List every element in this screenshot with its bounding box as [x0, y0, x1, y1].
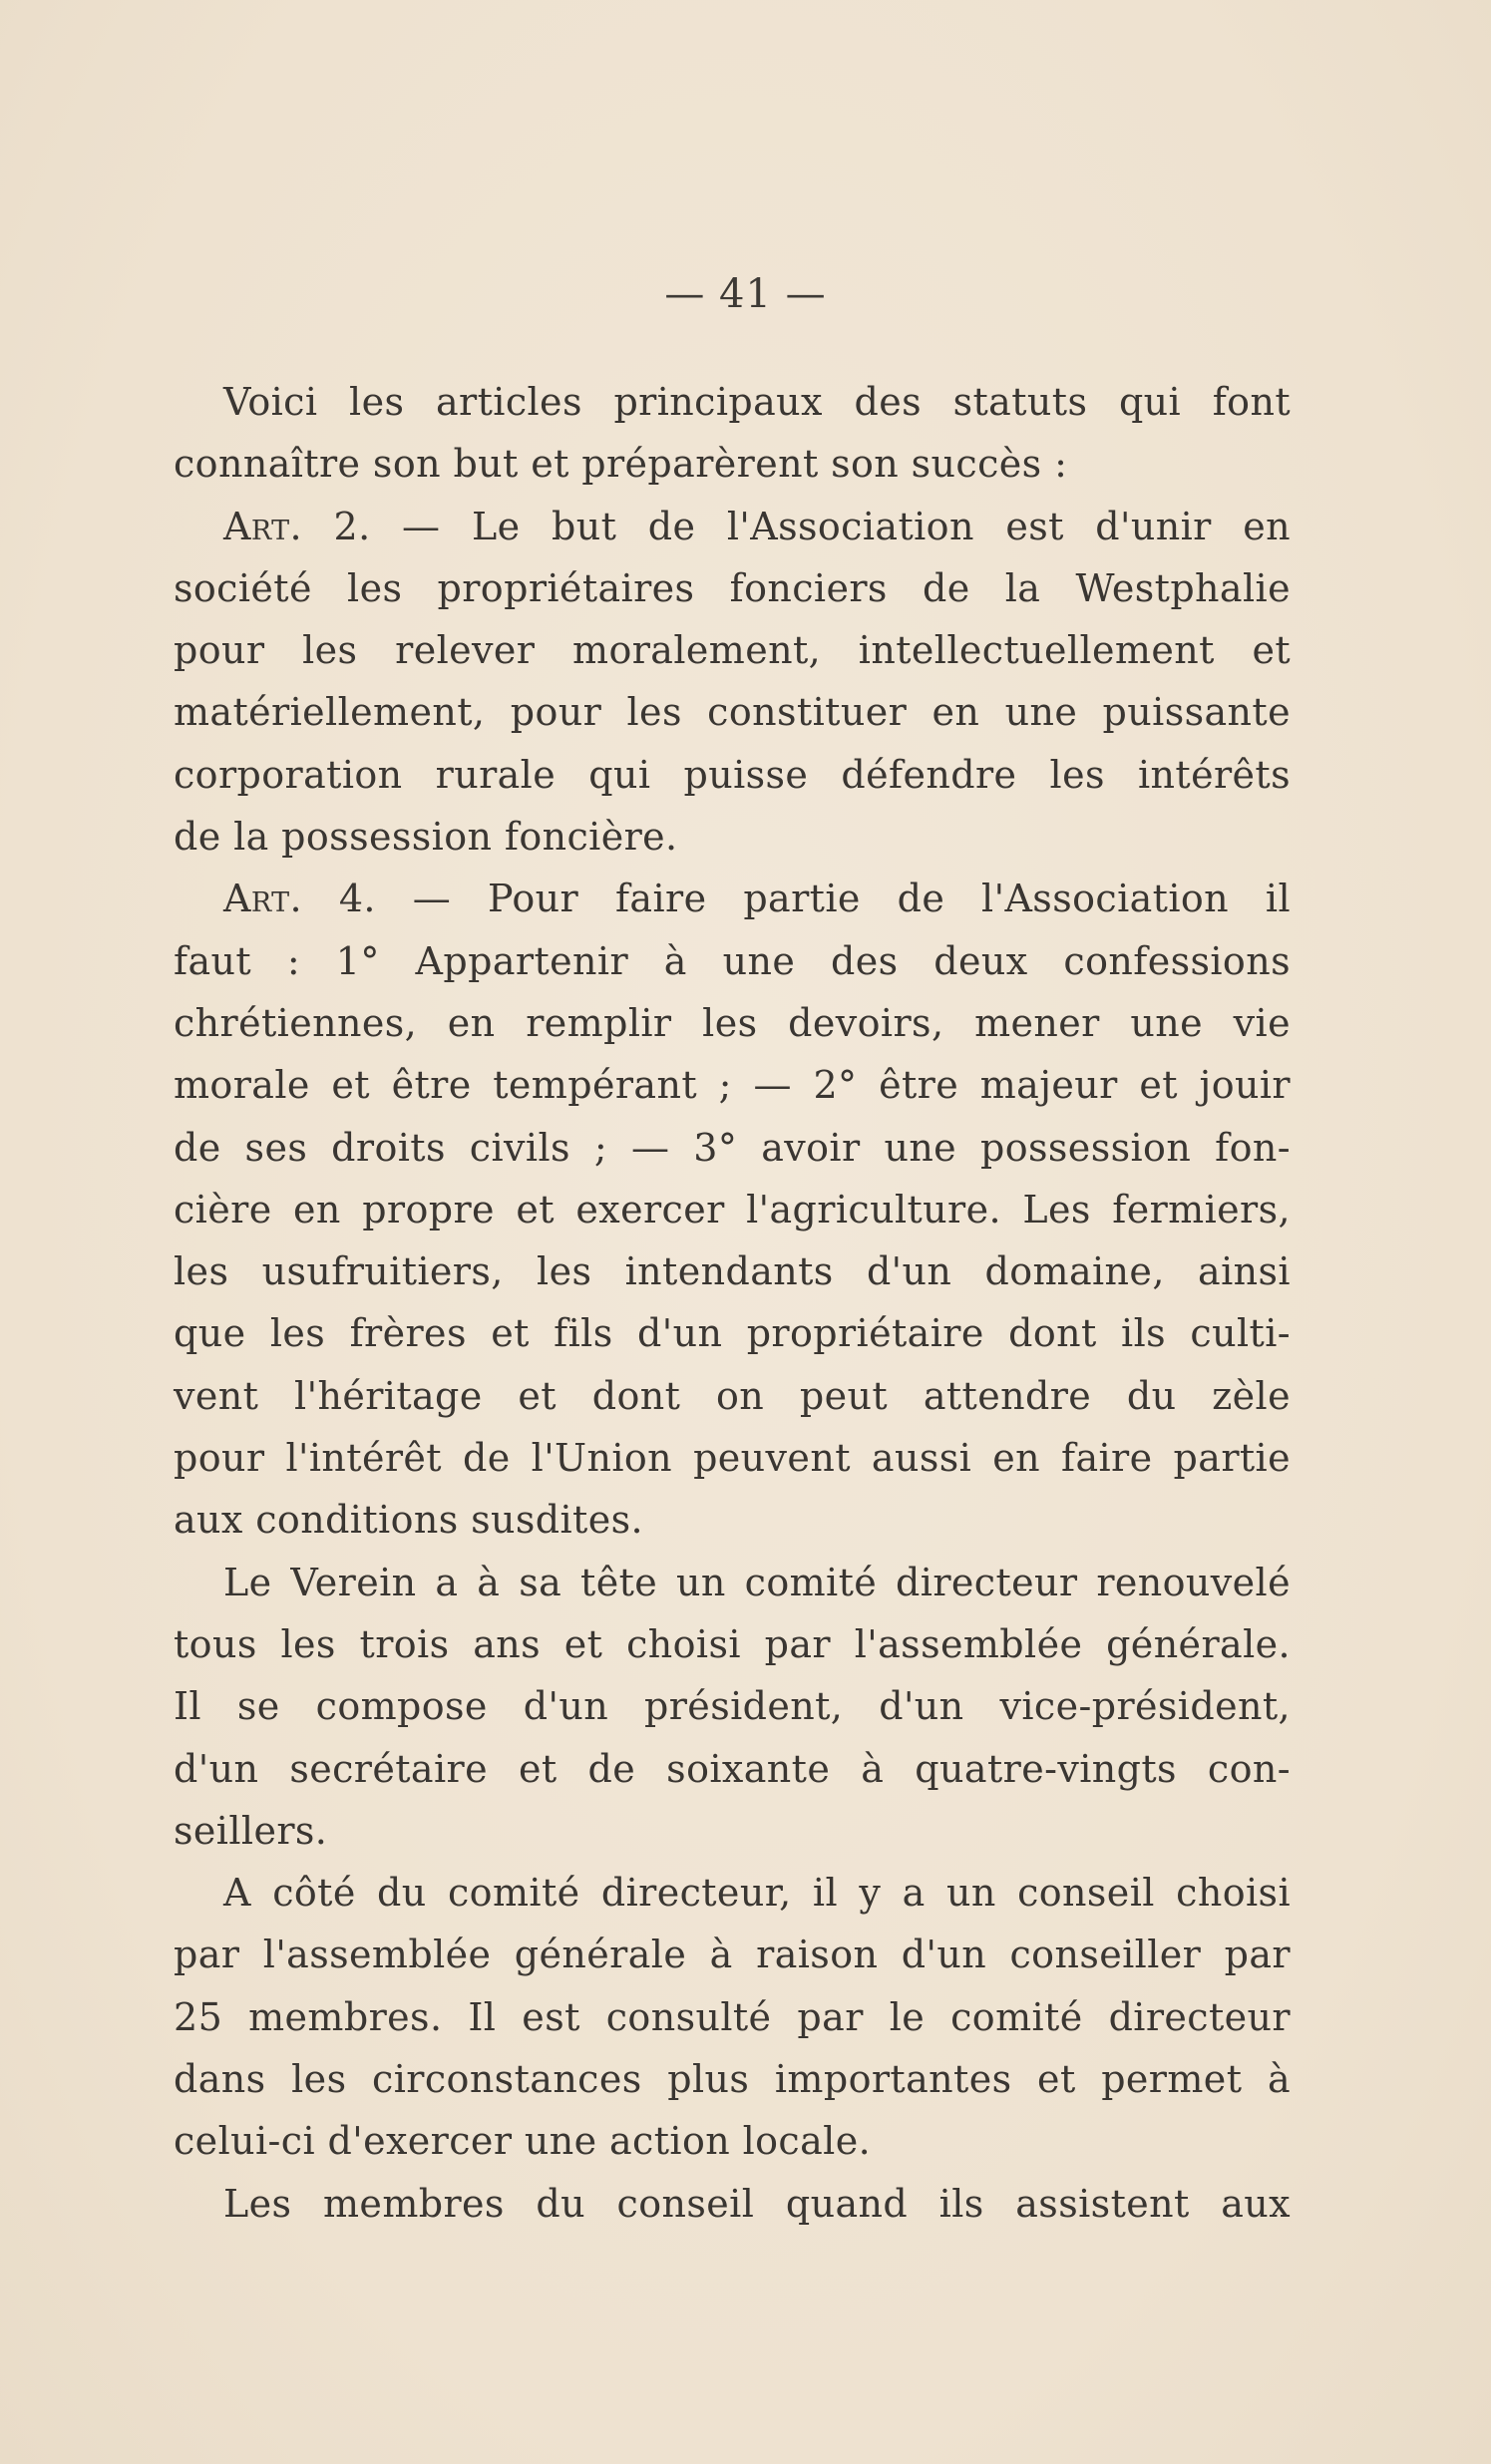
text-line: pour l'intérêt de l'Union peuvent aussi en faire partie — [174, 1436, 1291, 1481]
text-line: de ses droits civils ; — 3° avoir une possession fon- — [174, 1125, 1291, 1170]
article-text: . 4. — Pour faire partie de l'Association il — [289, 877, 1291, 921]
text-line: tous les trois ans et choisi par l'assemblée générale. — [174, 1621, 1291, 1666]
text-line: chrétiennes, en remplir les devoirs, mener une vie — [174, 1000, 1291, 1045]
text-line: les usufruitiers, les intendants d'un domaine, ainsi — [174, 1249, 1291, 1294]
text-line: morale et être tempérant ; — 2° être majeur et jouir — [174, 1063, 1291, 1108]
text-line: de la possession foncière. — [174, 815, 678, 860]
paragraph-verein — [174, 1552, 1291, 1862]
text-line: Voici les articles principaux des statuts qui font — [223, 380, 1291, 424]
paragraph-membres — [174, 2173, 1291, 2235]
text-line: corporation rurale qui puisse défendre les intérêts — [174, 752, 1291, 797]
article-label: Art — [223, 877, 290, 921]
article-text: . 2. — Le but de l'Association est d'unir en — [289, 504, 1291, 548]
text-line: Les membres du conseil quand ils assistent aux — [223, 2181, 1291, 2226]
text-line: seillers. — [174, 1808, 328, 1853]
article-heading-line — [174, 868, 1291, 929]
text-line: par l'assemblée générale à raison d'un conseiller par — [174, 1933, 1291, 1977]
text-line: A côté du comité directeur, il y a un conseil choisi — [223, 1871, 1291, 1916]
text-line: connaître son but et préparèrent son succès : — [174, 442, 1068, 487]
text-line: que les frères et fils d'un propriétaire dont ils culti- — [174, 1311, 1291, 1356]
text-line: vent l'héritage et dont on peut attendre du zèle — [174, 1373, 1291, 1418]
text-line: dans les circonstances plus importantes et permet à — [174, 2057, 1291, 2102]
paragraph-article-2 — [174, 496, 1291, 869]
body-text — [174, 371, 1291, 2235]
text-line: aux conditions susdites. — [174, 1498, 643, 1543]
article-heading-line — [174, 496, 1291, 557]
article-label: Art — [223, 504, 290, 548]
text-line: pour les relever moralement, intellectuellement et — [174, 628, 1291, 673]
text-line: d'un secrétaire et de soixante à quatre-vingts con- — [174, 1746, 1291, 1791]
text-line: 25 membres. Il est consulté par le comité directeur — [174, 1994, 1291, 2039]
paragraph-conseil — [174, 1862, 1291, 2172]
text-line: Le Verein a à sa tête un comité directeur renouvelé — [223, 1560, 1291, 1604]
text-line: cière en propre et exercer l'agriculture. Les fermiers, — [174, 1187, 1291, 1232]
paragraph-article-4 — [174, 868, 1291, 1551]
text-line: société les propriétaires fonciers de la Westphalie — [174, 565, 1291, 610]
page-number: — 41 — — [664, 271, 827, 317]
text-line: Il se compose d'un président, d'un vice-président, — [174, 1684, 1291, 1729]
text-line: faut : 1° Appartenir à une des deux confessions — [174, 938, 1291, 983]
paragraph-intro — [174, 371, 1291, 496]
text-line: matériellement, pour les constituer en une puissante — [174, 690, 1291, 735]
text-line: celui-ci d'exercer une action locale. — [174, 2119, 872, 2164]
